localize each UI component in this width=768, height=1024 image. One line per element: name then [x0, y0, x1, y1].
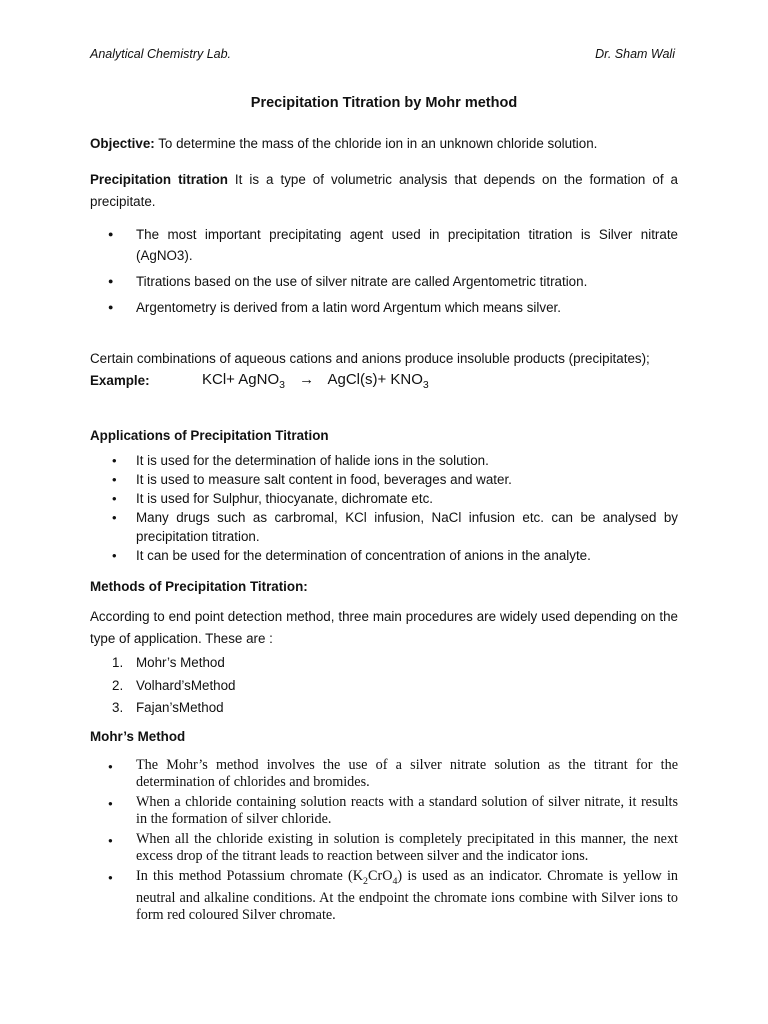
list-item: • It can be used for the determination of concentration of anions in the analyte. — [90, 546, 678, 565]
equation-subscript: 3 — [422, 379, 429, 391]
page-title: Precipitation Titration by Mohr method — [250, 95, 518, 111]
list-item: ● When all the chloride existing in solution is completely precipitated in this manner, the next excess drop of the titrant leads to reaction between silver and the indicator ions. — [90, 831, 678, 865]
mohr-bullet-list — [90, 757, 678, 927]
list-item: • Many drugs such as carbromal, KCl infusion, NaCl infusion etc. can be analysed by precipitation titration. — [90, 508, 678, 546]
header-lab-name: Analytical Chemistry Lab. — [90, 47, 232, 61]
methods-numbered-list — [90, 652, 678, 720]
list-item-text: Fajan’sMethod — [136, 700, 224, 715]
list-item-text: In this method Potassium chromate (K — [136, 868, 364, 884]
list-item-text: Volhard’sMethod — [136, 677, 236, 693]
arrow-icon: → — [299, 371, 315, 388]
list-item — [90, 652, 678, 675]
list-item: ● Argentometry is derived from a latin word Argentum which means silver. — [90, 297, 678, 318]
objective-paragraph — [90, 133, 678, 155]
list-item: ● When a chloride containing solution reacts with a standard solution of silver nitrate, it results in the formation of silver chloride. — [90, 794, 678, 828]
header-author: Dr. Sham Wali — [595, 47, 675, 61]
definition-label: Precipitation titration — [90, 172, 228, 187]
combination-paragraph: Certain combinations of aqueous cations and anions produce insoluble products (precipitates); — [90, 351, 650, 366]
list-item: • It is used for Sulphur, thiocyanate, dichromate etc. — [90, 489, 678, 508]
intro-bullet-list — [90, 224, 678, 323]
equation-subscript: 3 — [279, 379, 285, 391]
list-item: ● Titrations based on the use of silver nitrate are called Argentometric titration. — [90, 271, 678, 292]
list-item: ● The most important precipitating agent used in precipitation titration is Silver nitrate (AgNO3). — [90, 224, 678, 266]
list-item: • It is used for the determination of halide ions in the solution. — [90, 451, 678, 470]
methods-intro: According to end point detection method, three main procedures are widely used depending on the type of application. These are : — [90, 609, 678, 646]
objective-text: To determine the mass of the chloride ion in an unknown chloride solution. — [154, 136, 598, 151]
list-item — [90, 697, 678, 720]
reaction-equation — [202, 371, 429, 391]
definition-text: It is a type of volumetric analysis that depends on the formation of a precipitate. — [90, 172, 678, 209]
list-item-text: Mohr’s Method — [136, 655, 225, 670]
definition-paragraph — [90, 169, 678, 213]
equation-reactants: KCl+ AgNO — [202, 371, 280, 388]
applications-heading: Applications of Precipitation Titration — [90, 428, 329, 443]
list-number: 1. — [112, 655, 124, 670]
list-item-text: CrO — [368, 868, 393, 884]
list-item — [90, 868, 678, 924]
example-label: Example: — [90, 373, 150, 388]
list-item — [90, 675, 678, 698]
list-item: ● The Mohr’s method involves the use of a silver nitrate solution as the titrant for the determination of chlorides and bromides. — [90, 757, 678, 791]
formula-subscript: 2 — [363, 875, 368, 887]
applications-list — [90, 451, 678, 565]
mohr-heading: Mohr’s Method — [90, 729, 186, 744]
list-item-text: ) is used as an indicator. Chromate is yellow in neutral and alkaline conditions. At the endpoint the chromate ions combine with Silver ions to form red coloured Silver chromate. — [136, 868, 678, 923]
objective-label: Objective: — [90, 136, 155, 151]
methods-heading: Methods of Precipitation Titration: — [90, 579, 308, 594]
equation-products: AgCl(s)+ KNO — [327, 371, 423, 388]
list-item: • It is used to measure salt content in food, beverages and water. — [90, 470, 678, 489]
list-number: 2. — [112, 677, 124, 693]
formula-subscript: 4 — [392, 875, 398, 887]
list-number: 3. — [112, 700, 124, 715]
